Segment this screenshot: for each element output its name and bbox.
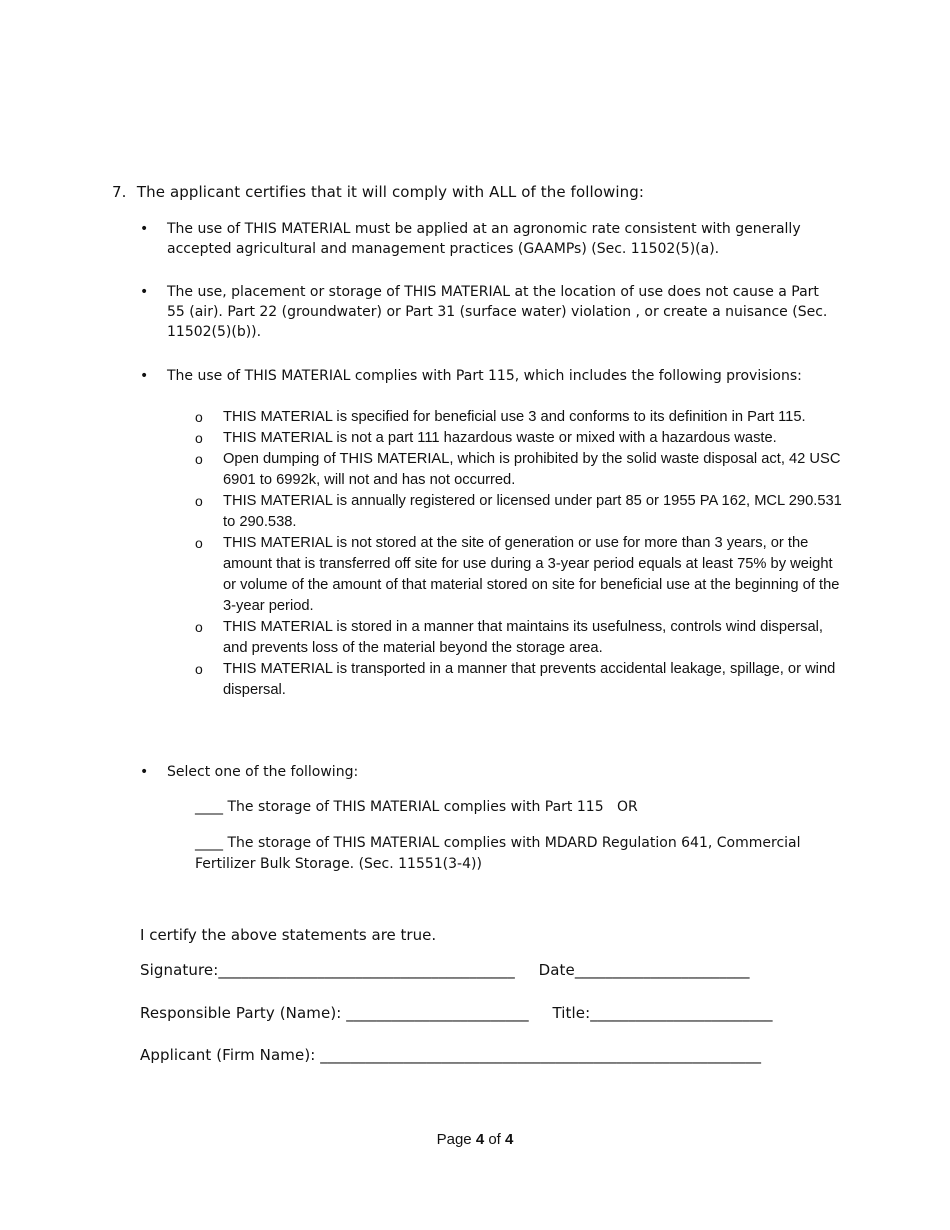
provision-item: [195, 617, 845, 659]
bullet-item: [140, 366, 830, 386]
signature-row: [140, 961, 750, 979]
provision-text: THIS MATERIAL is transported in a manner that prevents accidental leakage, spillage, or wind dispersal.: [223, 661, 836, 698]
provision-text: Open dumping of THIS MATERIAL, which is prohibited by the solid waste disposal act, 42 USC 6901 to 6992k, will not and has not occurred.: [223, 451, 841, 488]
page-total: 4: [505, 1131, 514, 1148]
provision-text: THIS MATERIAL is not stored at the site of generation or use for more than 3 years, or the amount that is transferred off site for use during a 3-year period equals at least 75% by weight or volume of the amount of that material stored on site for beneficial use at the beginning of the 3-year period.: [223, 535, 840, 614]
provision-text: THIS MATERIAL is specified for beneficial use 3 and conforms to its definition in Part 115.: [223, 409, 806, 425]
date-field[interactable]: Date_______________________: [538, 961, 750, 979]
bullet-text: The use of THIS MATERIAL must be applied at an agronomic rate consistent with generally accepted agricultural and management practices (GAAMPs) (Sec. 11502(5)(a).: [167, 221, 801, 257]
bullet-dot: •: [140, 764, 149, 780]
provision-item: [195, 407, 845, 428]
bullet-item: [140, 219, 830, 259]
page-footer: [0, 1131, 950, 1148]
sub-bullet: o: [195, 409, 203, 425]
provisions-list: [195, 407, 845, 701]
bullet-text: The use, placement or storage of THIS MATERIAL at the location of use does not cause a Part 55 (air). Part 22 (groundwater) or Part 31 (surface water) violation , or create a nuisance (Sec. 11502(5)(b)).: [167, 284, 828, 340]
provision-text: THIS MATERIAL is annually registered or licensed under part 85 or 1955 PA 162, MCL 290.531 to 290.538.: [223, 493, 842, 530]
provision-item: [195, 449, 845, 491]
bullet-dot: •: [140, 368, 149, 384]
bullet-item-select: [140, 762, 830, 782]
sub-bullet: o: [195, 493, 203, 509]
bullet-item: [140, 282, 830, 342]
sub-bullet: o: [195, 430, 203, 446]
sub-bullet: o: [195, 619, 203, 635]
page-current: 4: [475, 1131, 485, 1148]
storage-option-mdard[interactable]: ____ The storage of THIS MATERIAL complies with MDARD Regulation 641, Commercial Fertilizer Bulk Storage. (Sec. 11551(3-4)): [195, 835, 801, 872]
sub-bullet: o: [195, 661, 203, 677]
provision-item: [195, 533, 845, 617]
bullet-dot: •: [140, 221, 149, 237]
applicant-field[interactable]: Applicant (Firm Name): __________________________________________________________: [140, 1046, 762, 1064]
provision-item: [195, 491, 845, 533]
sub-bullet: o: [195, 451, 203, 467]
section-number: 7.: [112, 183, 127, 201]
responsible-party-row: [140, 1004, 773, 1022]
provision-item: [195, 659, 845, 701]
provision-text: THIS MATERIAL is stored in a manner that maintains its usefulness, controls wind dispersal, and prevents loss of the material beyond the storage area.: [223, 619, 823, 656]
bullet-text: The use of THIS MATERIAL complies with Part 115, which includes the following provisions:: [167, 368, 802, 384]
select-label: Select one of the following:: [167, 764, 359, 780]
signature-field[interactable]: Signature:_______________________________________: [140, 961, 515, 979]
responsible-party-field[interactable]: Responsible Party (Name): ________________________: [140, 1004, 529, 1022]
storage-option-part115[interactable]: ____ The storage of THIS MATERIAL complies with Part 115 OR: [195, 799, 638, 815]
page-label: Page: [436, 1131, 472, 1148]
applicant-row: [140, 1046, 761, 1064]
provision-text: THIS MATERIAL is not a part 111 hazardous waste or mixed with a hazardous waste.: [223, 430, 777, 446]
title-field[interactable]: Title:________________________: [552, 1004, 773, 1022]
of-label: of: [488, 1131, 501, 1148]
bullet-dot: •: [140, 284, 149, 300]
certify-statement: I certify the above statements are true.: [140, 926, 437, 944]
section-heading-text: The applicant certifies that it will comply with ALL of the following:: [136, 183, 645, 201]
section-heading: [112, 183, 644, 201]
provision-item: [195, 428, 845, 449]
sub-bullet: o: [195, 535, 203, 551]
